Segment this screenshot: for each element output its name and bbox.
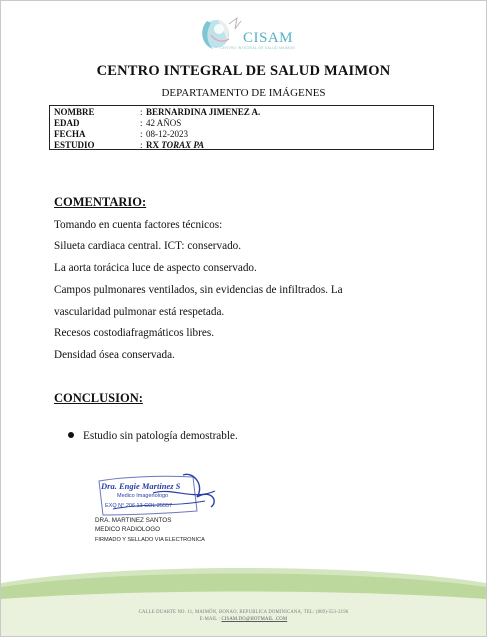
info-label: EDAD — [54, 118, 80, 128]
comment-line: Campos pulmonares ventilados, sin evidencias de infiltrados. La — [54, 284, 343, 296]
comentario-heading: COMENTARIO: — [54, 195, 147, 209]
signature-stamp — [93, 471, 228, 521]
clinic-logo — [197, 15, 301, 57]
footer-wave — [1, 561, 486, 637]
logo-brand-text: CISAM — [243, 30, 294, 46]
footer-address: CALLE DUARTE NO. 11, MAIMÓN, BONAO, REPUBLICA DOMINICANA, TEL: (809)-551-2196 — [138, 610, 349, 615]
signature-note: FIRMADO Y SELLADO VIA ELECTRONICA — [95, 537, 205, 543]
info-row-name: NOMBRE : BERNARDINA JIMENEZ A. — [54, 107, 261, 117]
info-row-date: FECHA : 08-12-2023 — [54, 129, 188, 139]
comment-line: Tomando en cuenta factores técnicos: — [54, 219, 223, 231]
info-label: FECHA — [54, 129, 86, 139]
signer-role: MEDICO RADIOLOGO — [95, 526, 161, 533]
document-title: CENTRO INTEGRAL DE SALUD MAIMON — [96, 63, 391, 79]
footer-email-label: E-MAIL : — [199, 617, 222, 622]
comment-line: vascularidad pulmonar está respetada. — [54, 306, 225, 318]
stamp-specialty: Medico Imagenologo — [117, 493, 169, 499]
info-row-study: ESTUDIO : RX TORAX PA — [54, 140, 205, 150]
comment-line: Silueta cardiaca central. ICT: conservado. — [54, 240, 242, 252]
footer-email-link[interactable]: CISAM.DO@HOTMAIL .COM — [221, 617, 288, 622]
patient-name: BERNARDINA JIMENEZ A. — [146, 107, 261, 117]
signer-name: DRA. MARTINEZ SANTOS — [95, 517, 172, 524]
patient-age: 42 AÑOS — [146, 118, 182, 128]
bullet-icon — [68, 432, 74, 438]
comment-line: Densidad ósea conservada. — [54, 349, 175, 361]
logo-tagline: CENTRO INTEGRAL DE SALUD MAIMON — [220, 46, 295, 50]
comment-line: La aorta torácica luce de aspecto conservado. — [54, 262, 257, 274]
study-type-prefix: RX — [146, 140, 162, 150]
stamp-name: Dra. Engie Martinez S — [101, 481, 181, 491]
comment-line: Recesos costodiafragmáticos libres. — [54, 327, 214, 339]
conclusion-heading: CONCLUSION: — [54, 391, 143, 405]
stamp-registration: EXQ N° 206 13 COL 25557 — [105, 503, 173, 509]
study-date: 08-12-2023 — [146, 129, 188, 139]
info-label: ESTUDIO — [54, 140, 95, 150]
department-name: DEPARTAMENTO DE IMÁGENES — [161, 87, 326, 99]
info-row-age: EDAD : 42 AÑOS — [54, 118, 182, 128]
footer-email-line — [1, 617, 486, 622]
patient-info-box — [49, 105, 434, 150]
study-type-italic: TORAX PA — [161, 140, 205, 150]
info-label: NOMBRE — [54, 107, 95, 117]
conclusion-item: Estudio sin patología demostrable. — [83, 430, 238, 442]
